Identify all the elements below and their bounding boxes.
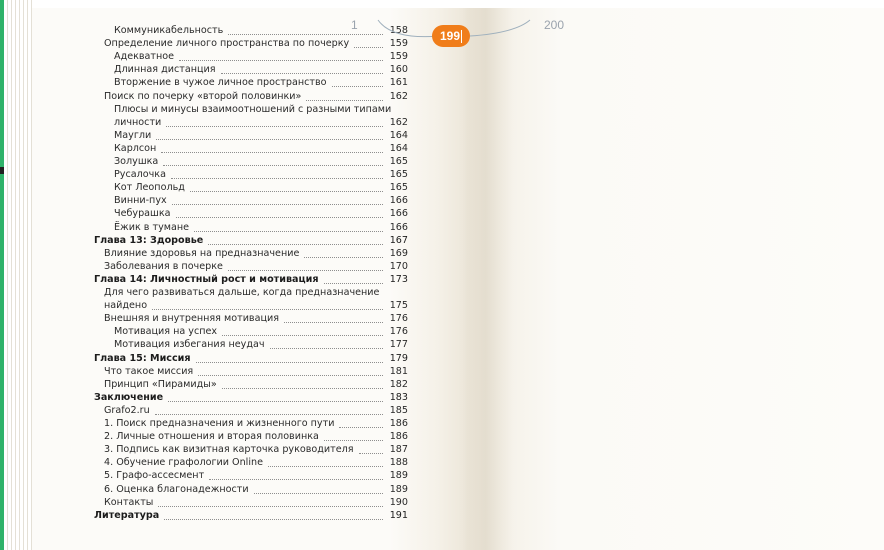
toc-entry[interactable] <box>104 469 408 482</box>
toc-leader-dots <box>332 76 383 87</box>
toc-chapter[interactable] <box>94 391 408 404</box>
toc-page-number: 183 <box>389 392 408 403</box>
toc-entry[interactable] <box>114 76 408 89</box>
toc-leader-dots <box>324 430 383 441</box>
scrubber-end-label: 200 <box>544 18 565 32</box>
toc-entry-title: Заболевания в почерке <box>104 261 223 272</box>
toc-page-number: 162 <box>389 91 408 102</box>
toc-entry-title: Адекватное <box>114 51 175 62</box>
toc-entry-title: Длинная дистанция <box>114 64 216 75</box>
toc-entry-title: найдено <box>104 300 148 311</box>
toc-entry-title: Чебурашка <box>114 208 171 219</box>
toc-entry-title: Ёжик в тумане <box>114 222 190 233</box>
toc-entry-title: Кот Леопольд <box>114 182 185 193</box>
toc-leader-dots <box>284 312 383 323</box>
toc-entry-title: Русалочка <box>114 169 166 180</box>
toc-entry[interactable] <box>114 155 408 168</box>
toc-entry-title: Винни-пух <box>114 195 167 206</box>
toc-chapter[interactable] <box>94 234 408 247</box>
toc-page-number: 191 <box>389 510 408 521</box>
toc-leader-dots <box>156 129 383 140</box>
toc-page-number: 162 <box>389 117 408 128</box>
toc-page-number: 160 <box>389 64 408 75</box>
toc-leader-dots <box>359 443 383 454</box>
toc-page-number: 179 <box>389 353 408 364</box>
toc-leader-dots <box>324 273 384 284</box>
toc-entry-text[interactable]: Плюсы и минусы взаимоотношений с разными типами <box>114 104 392 115</box>
toc-entry[interactable] <box>114 63 408 76</box>
toc-entry[interactable] <box>114 129 408 142</box>
toc-page-number: 185 <box>389 405 408 416</box>
toc-entry-title: Принцип «Пирамиды» <box>104 379 217 390</box>
toc-leader-dots <box>208 234 383 245</box>
toc-leader-dots <box>228 260 383 271</box>
book-gutter <box>462 8 514 550</box>
toc-page-number: 176 <box>389 313 408 324</box>
toc-page-number: 177 <box>389 339 408 350</box>
toc-leader-dots <box>166 116 383 127</box>
toc-entry-title: Карлсон <box>114 143 157 154</box>
toc-entry[interactable] <box>114 116 408 129</box>
toc-entry[interactable] <box>104 378 408 391</box>
toc-entry-title: Внешняя и внутренняя мотивация <box>104 313 280 324</box>
toc-page-number: 186 <box>389 418 408 429</box>
page-scrubber[interactable] <box>0 0 884 60</box>
toc-entry[interactable] <box>114 325 408 338</box>
page-stack-edges <box>4 0 32 550</box>
toc-page-number: 166 <box>389 222 408 233</box>
toc-leader-dots <box>339 417 383 428</box>
toc-entry-title: Что такое миссия <box>104 366 194 377</box>
toc-entry[interactable] <box>114 181 408 194</box>
toc-entry-title: личности <box>114 117 162 128</box>
toc-entry[interactable] <box>104 417 408 430</box>
toc-entry-title: Глава 13: Здоровье <box>94 235 204 246</box>
toc-leader-dots <box>171 168 383 179</box>
toc-leader-dots <box>222 325 383 336</box>
toc-entry[interactable] <box>114 338 408 351</box>
open-book-spread <box>32 8 884 550</box>
toc-page-number: 165 <box>389 182 408 193</box>
toc-entry[interactable] <box>114 168 408 181</box>
toc-entry-title: Grafo2.ru <box>104 405 150 416</box>
toc-leader-dots <box>155 404 383 415</box>
toc-page-number: 167 <box>389 235 408 246</box>
toc-leader-dots <box>254 483 383 494</box>
toc-entry[interactable] <box>114 194 408 207</box>
toc-chapter[interactable] <box>94 352 408 365</box>
toc-entry-title: 4. Обучение графологии Online <box>104 457 263 468</box>
toc-entry-title: Влияние здоровья на предназначение <box>104 248 300 259</box>
toc-entry-title: Мотивация на успех <box>114 326 218 337</box>
toc-chapter[interactable] <box>94 273 408 286</box>
toc-entry-title: Литература <box>94 510 160 521</box>
toc-leader-dots <box>158 496 383 507</box>
toc-entry-text[interactable]: Для чего развиваться дальше, когда предназначение <box>104 287 380 298</box>
toc-entry-title: 2. Личные отношения и вторая половинка <box>104 431 319 442</box>
toc-entry[interactable] <box>104 430 408 443</box>
toc-leader-dots <box>196 352 383 363</box>
toc-page-number: 165 <box>389 169 408 180</box>
toc-entry-title: Глава 15: Миссия <box>94 353 191 364</box>
current-page-input[interactable] <box>432 25 470 47</box>
toc-leader-dots <box>161 142 383 153</box>
toc-page-number: 159 <box>389 51 408 62</box>
toc-leader-dots <box>198 365 383 376</box>
toc-entry[interactable] <box>104 496 408 509</box>
toc-page-number: 189 <box>389 484 408 495</box>
toc-entry[interactable] <box>104 404 408 417</box>
toc-page-number: 164 <box>389 130 408 141</box>
toc-page-number: 176 <box>389 326 408 337</box>
toc-entry-title: Вторжение в чужое личное пространство <box>114 77 327 88</box>
toc-entry[interactable] <box>104 312 408 325</box>
toc-leader-dots <box>190 181 383 192</box>
toc-leader-dots <box>164 509 383 520</box>
toc-page-number: 164 <box>389 143 408 154</box>
toc-entry[interactable] <box>104 456 408 469</box>
toc-entry-title: Определение личного пространства по почерку <box>104 38 350 49</box>
toc-page-number: 170 <box>389 261 408 272</box>
toc-entry[interactable] <box>114 142 408 155</box>
toc-chapter[interactable] <box>94 509 408 522</box>
toc-entry[interactable] <box>104 443 408 456</box>
toc-entry[interactable] <box>104 90 408 103</box>
toc-leader-dots <box>163 155 383 166</box>
toc-entry[interactable] <box>104 365 408 378</box>
toc-page-number: 169 <box>389 248 408 259</box>
toc-page-number: 165 <box>389 156 408 167</box>
toc-leader-dots <box>168 391 383 402</box>
toc-entry-title: 1. Поиск предназначения и жизненного пути <box>104 418 335 429</box>
toc-leader-dots <box>268 456 383 467</box>
toc-leader-dots <box>304 247 383 258</box>
toc-leader-dots <box>209 469 383 480</box>
toc-entry-title: Поиск по почерку «второй половинки» <box>104 91 302 102</box>
toc-entry-title: 5. Графо-ассесмент <box>104 470 205 481</box>
toc-page-number: 159 <box>389 38 408 49</box>
toc-leader-dots <box>176 207 384 218</box>
toc-leader-dots <box>222 378 383 389</box>
toc-entry-title: Золушка <box>114 156 159 167</box>
toc-entry-title: Мотивация избегания неудач <box>114 339 265 350</box>
toc-leader-dots <box>172 194 383 205</box>
toc-page-number: 190 <box>389 497 408 508</box>
text-caret <box>461 30 462 43</box>
toc-page-number: 166 <box>389 195 408 206</box>
toc-entry-title: 6. Оценка благонадежности <box>104 484 249 495</box>
toc-page-number: 189 <box>389 470 408 481</box>
toc-entry-title: 3. Подпись как визитная карточка руководителя <box>104 444 354 455</box>
toc-page-number: 166 <box>389 208 408 219</box>
toc-entry[interactable] <box>104 299 408 312</box>
toc-page-number: 182 <box>389 379 408 390</box>
right-page[interactable] <box>468 8 884 550</box>
toc-leader-dots <box>221 63 383 74</box>
toc-page-number: 181 <box>389 366 408 377</box>
toc-entry[interactable] <box>104 483 408 496</box>
toc-page-number: 188 <box>389 457 408 468</box>
toc-page-number: 161 <box>389 77 408 88</box>
toc-page-number: 158 <box>389 25 408 36</box>
toc-page-number: 173 <box>389 274 408 285</box>
toc-entry-title: Заключение <box>94 392 164 403</box>
toc-entry-title: Глава 14: Личностный рост и мотивация <box>94 274 319 285</box>
toc-entry[interactable] <box>114 207 408 220</box>
scrubber-start-label: 1 <box>351 18 358 32</box>
toc-entry[interactable] <box>104 260 408 273</box>
toc-leader-dots <box>194 221 383 232</box>
toc-leader-dots <box>306 90 383 101</box>
toc-page-number: 175 <box>389 300 408 311</box>
left-page[interactable] <box>32 8 468 550</box>
toc-leader-dots <box>270 338 383 349</box>
toc-entry-title: Коммуникабельность <box>114 25 224 36</box>
toc-entry[interactable] <box>114 221 408 234</box>
toc-leader-dots <box>152 299 383 310</box>
toc-entry[interactable] <box>104 247 408 260</box>
current-page-number: 199 <box>439 29 461 43</box>
toc-page-number: 186 <box>389 431 408 442</box>
toc-entry-title: Маугли <box>114 130 152 141</box>
toc-entry-title: Контакты <box>104 497 154 508</box>
toc-page-number: 187 <box>389 444 408 455</box>
